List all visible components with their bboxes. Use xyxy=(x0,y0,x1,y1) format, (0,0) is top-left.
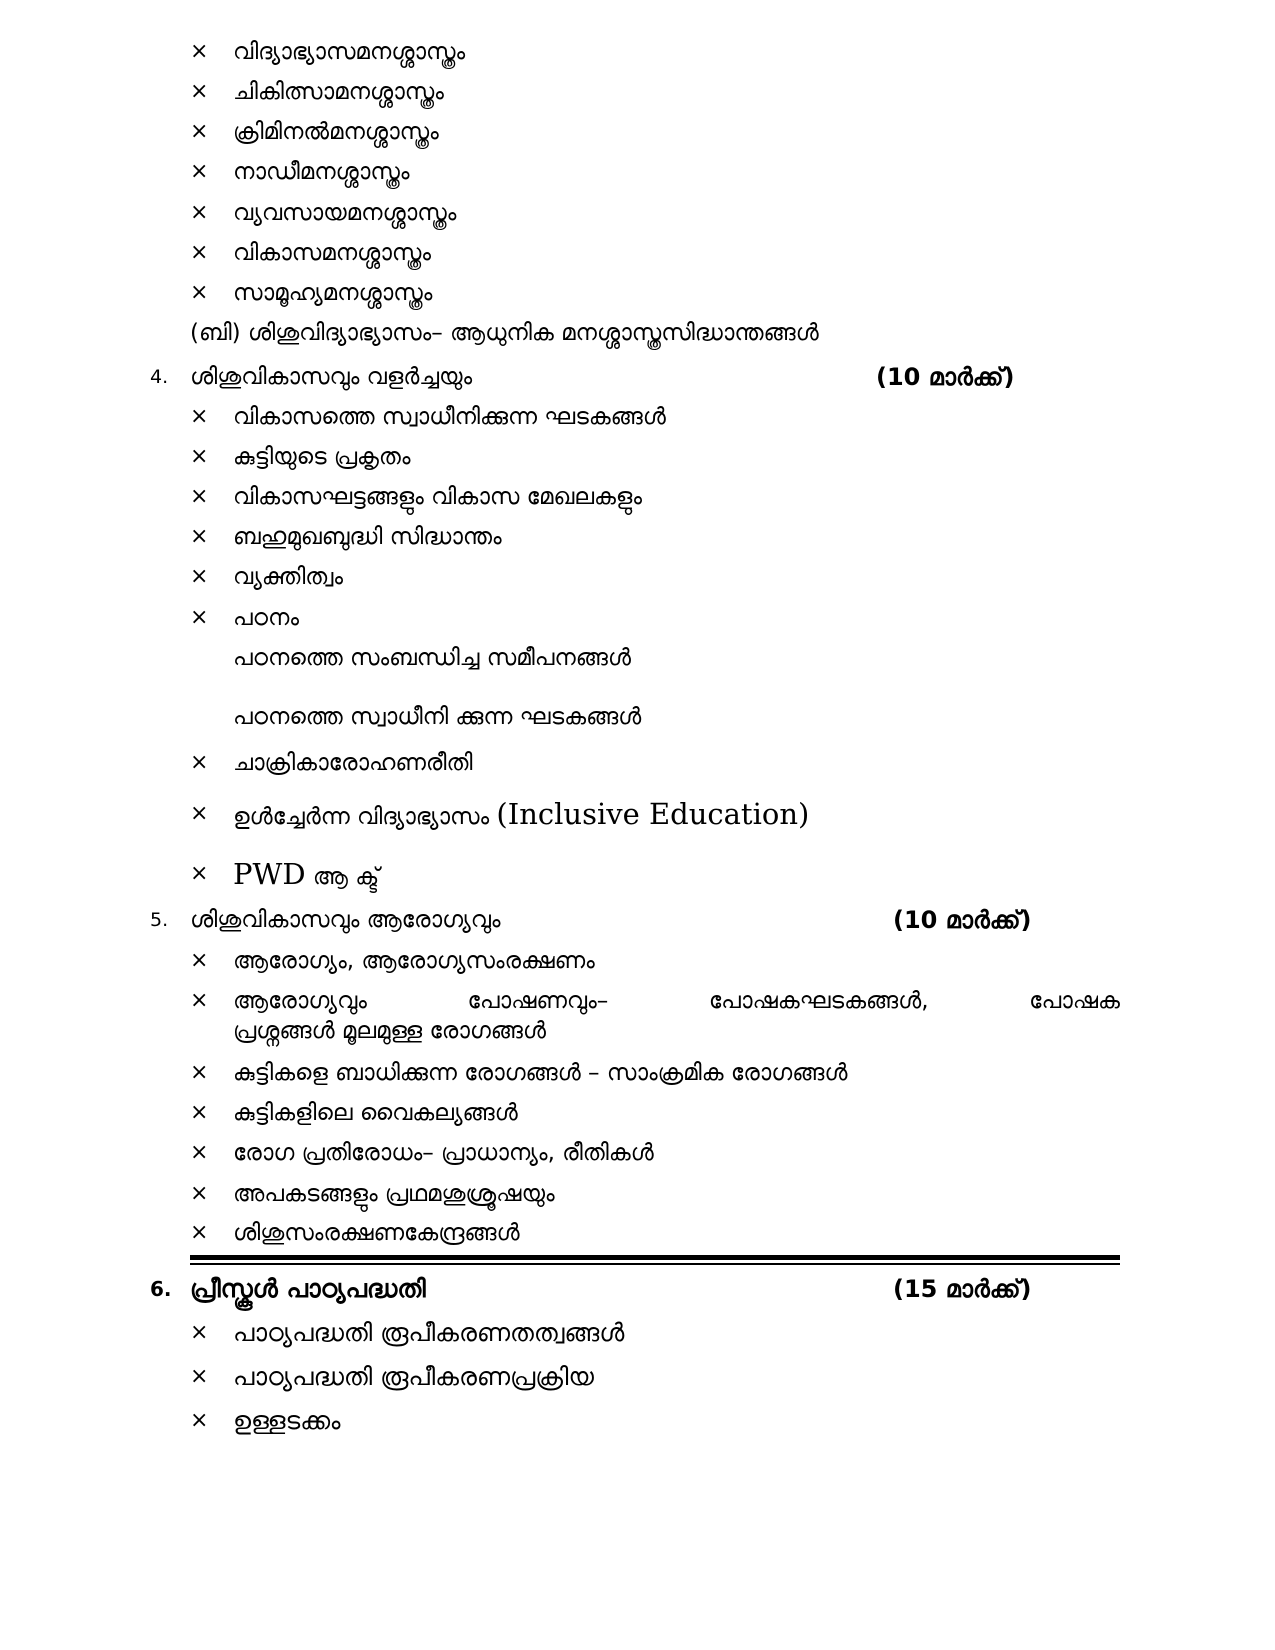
list-item-text: അപകടങ്ങളും പ്രഥമശുശ്രൂഷയും xyxy=(233,1181,555,1207)
bullet-cross-icon: × xyxy=(190,948,209,973)
bullet-cross-icon: × xyxy=(190,444,209,469)
section-title: പ്രീസ്കൂൾ പാഠ്യപദ്ധതി xyxy=(190,1274,426,1303)
bullet-cross-icon: × xyxy=(190,159,209,184)
bullet-cross-icon: × xyxy=(190,1100,209,1125)
bullet-cross-icon: × xyxy=(190,79,209,104)
bullet-cross-icon: × xyxy=(190,861,209,886)
list-item-text: പാഠ്യപദ്ധതി രൂപീകരണതത്വങ്ങൾ xyxy=(233,1318,625,1347)
list-item-text: വിദ്യാഭ്യാസമനശ്ശാസ്ത്രം xyxy=(233,39,466,65)
bullet-cross-icon: × xyxy=(190,564,209,589)
word: ആരോഗ്യവും xyxy=(233,988,367,1014)
bullet-cross-icon: × xyxy=(190,750,209,775)
section-title: ശിശുവികാസവും വളർച്ചയും xyxy=(190,364,473,390)
section-number: 4. xyxy=(150,366,169,388)
bullet-cross-icon: × xyxy=(190,1320,209,1345)
section-number: 5. xyxy=(150,909,169,931)
list-item-text: വികാസത്തെ സ്വാധീനിക്കുന്ന ഘടകങ്ങൾ xyxy=(233,404,666,430)
word: പോഷക xyxy=(1029,988,1120,1014)
list-item-text: രോഗ പ്രതിരോധം– പ്രാധാന്യം, രീതികൾ xyxy=(233,1140,654,1166)
bullet-cross-icon: × xyxy=(190,1364,209,1389)
inclusive-education-ml: ഉൾച്ചേർന്ന വിദ്യാഭ്യാസം xyxy=(233,804,490,830)
bullet-cross-icon: × xyxy=(190,801,209,826)
list-item-text xyxy=(233,856,379,895)
bullet-cross-icon: × xyxy=(190,484,209,509)
list-item-text: ചികിത്സാമനശ്ശാസ്ത്രം xyxy=(233,79,444,105)
bullet-cross-icon: × xyxy=(190,1140,209,1165)
list-item-text: വികാസഘട്ടങ്ങളും വികാസ മേഖലകളും xyxy=(233,484,642,510)
marks-label: (15 മാർക്ക്) xyxy=(893,1275,1032,1303)
list-item-text: ആരോഗ്യം, ആരോഗ്യസംരക്ഷണം xyxy=(233,948,595,974)
sub-item-text: പഠനത്തെ സ്വാധീനി ക്കുന്ന ഘടകങ്ങൾ xyxy=(233,704,642,730)
divider-thin xyxy=(190,1263,1120,1265)
list-item xyxy=(0,986,1120,1046)
bullet-cross-icon: × xyxy=(190,280,209,305)
list-item-text: ഉള്ളടക്കം xyxy=(233,1406,341,1435)
act-label: ആ ക്ട് xyxy=(312,864,380,890)
bullet-cross-icon: × xyxy=(190,200,209,225)
bullet-cross-icon: × xyxy=(190,39,209,64)
list-item-text: പാഠ്യപദ്ധതി രൂപീകരണപ്രക്രിയ xyxy=(233,1362,594,1391)
list-item-text: കുട്ടികളെ ബാധിക്കുന്ന രോഗങ്ങൾ – സാംക്രമിക രോഗങ്ങൾ xyxy=(233,1060,848,1086)
list-item-text: സാമൂഹ്യമനശ്ശാസ്ത്രം xyxy=(233,280,433,306)
section-number: 6. xyxy=(150,1277,172,1301)
list-item-text: വികാസമനശ്ശാസ്ത്രം xyxy=(233,240,432,266)
list-item-text: വ്യക്തിത്വം xyxy=(233,564,344,590)
bullet-cross-icon: × xyxy=(190,1408,209,1433)
list-item-text: കുട്ടിയുടെ പ്രകൃതം xyxy=(233,444,411,470)
list-item-continuation: പ്രശ്നങ്ങൾ മൂലമുള്ള രോഗങ്ങൾ xyxy=(233,1018,546,1044)
divider-thick xyxy=(190,1255,1120,1260)
list-item-text: ക്രിമിനൽമനശ്ശാസ്ത്രം xyxy=(233,119,439,145)
marks-label: (10 മാർക്ക്) xyxy=(893,906,1032,934)
list-item-text: നാഡീമനശ്ശാസ്ത്രം xyxy=(233,159,410,185)
list-item-text: ശിശുസംരക്ഷണകേന്ദ്രങ്ങൾ xyxy=(233,1220,520,1246)
bullet-cross-icon: × xyxy=(190,1220,209,1245)
justified-line xyxy=(233,986,1120,1016)
list-item-text: വ്യവസായമനശ്ശാസ്ത്രം xyxy=(233,200,457,226)
word: പോഷകഘടകങ്ങൾ, xyxy=(708,988,929,1014)
marks-label: (10 മാർക്ക്) xyxy=(876,363,1015,391)
bullet-cross-icon: × xyxy=(190,404,209,429)
bullet-cross-icon: × xyxy=(190,1181,209,1206)
sub-item-text: പഠനത്തെ സംബന്ധിച്ച സമീപനങ്ങൾ xyxy=(233,645,631,671)
word: പോഷണവും– xyxy=(467,988,609,1014)
bullet-cross-icon: × xyxy=(190,605,209,630)
bullet-cross-icon: × xyxy=(190,988,209,1013)
subsection-b-heading: (ബി) ശിശുവിദ്യാഭ്യാസം– ആധുനിക മനശ്ശാസ്ത്രസിദ്ധാന്തങ്ങൾ xyxy=(190,320,819,346)
bullet-cross-icon: × xyxy=(190,240,209,265)
bullet-cross-icon: × xyxy=(190,1060,209,1085)
list-item-text: ബഹുമുഖബുദ്ധി സിദ്ധാന്തം xyxy=(233,524,502,550)
list-item-text: കുട്ടികളിലെ വൈകല്യങ്ങൾ xyxy=(233,1100,518,1126)
inclusive-education-en: (Inclusive Education) xyxy=(496,797,810,831)
bullet-cross-icon: × xyxy=(190,524,209,549)
list-item-text: ചാക്രികാരോഹണരീതി xyxy=(233,750,473,776)
list-item-text xyxy=(233,796,809,835)
section-title: ശിശുവികാസവും ആരോഗ്യവും xyxy=(190,907,501,933)
bullet-cross-icon: × xyxy=(190,119,209,144)
pwd-label: PWD xyxy=(233,857,306,891)
list-item-text: പഠനം xyxy=(233,605,299,631)
